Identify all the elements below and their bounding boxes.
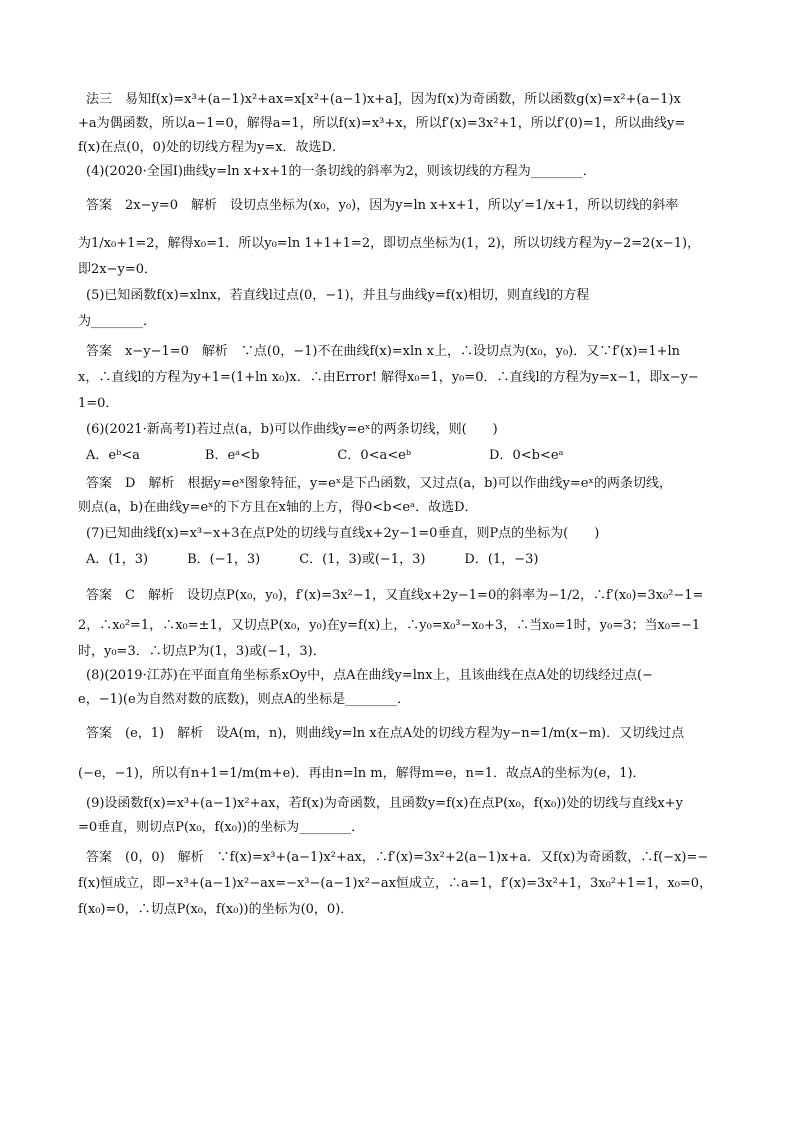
text-line: 法三 易知f(x)=x³+(a−1)x²+ax=x[x²+(a−1)x+a]，因为f(x)为奇函数，所以函数g(x)=x²+(a−1)x <box>86 92 681 107</box>
text-line: 为1/x₀+1=2，解得x₀=1．所以y₀=ln 1+1+1=2，即切点坐标为(1，2)，所以切线方程为y−2=2(x−1)， <box>78 236 701 251</box>
text-line: A．eᵇ<a B．eᵃ<b C．0<a<eᵇ D．0<b<eᵃ <box>86 448 564 463</box>
text-line: 2，∴x₀²=1，∴x₀=±1，又切点P(x₀，y₀)在y=f(x)上，∴y₀=x₀³−x₀+3，∴当x₀=1时，y₀=3；当x₀=−1 <box>78 618 701 633</box>
text-line: 答案 (e，1) 解析 设A(m，n)，则曲线y=ln x在点A处的切线方程为y−n=1/m(x−m)．又切线过点 <box>86 726 685 741</box>
text-line: e，−1)(e为自然对数的底数)，则点A的坐标是________． <box>78 692 411 707</box>
text-line: 则点(a，b)在曲线y=eˣ的下方且在x轴的上方，得0<b<eᵃ．故选D． <box>78 500 478 515</box>
text-line: 答案 C 解析 设切点P(x₀，y₀)，f′(x)=3x²−1，又直线x+2y−1=0的斜率为−1/2，∴f′(x₀)=3x₀²−1= <box>86 588 704 603</box>
text-line: f(x₀)=0，∴切点P(x₀，f(x₀))的坐标为(0，0)． <box>78 902 354 917</box>
text-line: 答案 D 解析 根据y=eˣ图象特征，y=eˣ是下凸函数，又过点(a，b)可以作曲线y=eˣ的两条切线， <box>86 476 672 491</box>
text-line: 1=0． <box>78 396 119 411</box>
text-line: x，∴直线l的方程为y+1=(1+ln x₀)x．∴由Error! 解得x₀=1，y₀=0．∴直线l的方程为y=x−1，即x−y− <box>78 370 699 385</box>
text-line: f(x)在点(0，0)处的切线方程为y=x．故选D． <box>78 140 345 155</box>
text-line: 时，y₀=3．∴切点P为(1，3)或(−1，3)． <box>78 644 326 659</box>
text-line: (6)(2021·新高考Ⅰ)若过点(a，b)可以作曲线y=eˣ的两条切线，则( ) <box>86 422 498 437</box>
text-line: 答案 2x−y=0 解析 设切点坐标为(x₀，y₀)，因为y=ln x+x+1，所以y′=1/x+1，所以切线的斜率 <box>86 198 679 213</box>
text-line: f(x)恒成立，即−x³+(a−1)x²−ax=−x³−(a−1)x²−ax恒成立，∴a=1，f′(x)=3x²+1，3x₀²+1=1，x₀=0， <box>78 876 713 891</box>
text-line: (4)(2020·全国Ⅰ)曲线y=ln x+x+1的一条切线的斜率为2，则该切线的方程为________． <box>86 164 596 179</box>
text-line: (8)(2019·江苏)在平面直角坐标系xOy中，点A在曲线y=lnx上，且该曲线在点A处的切线经过点(− <box>86 668 653 683</box>
text-line: +a为偶函数，所以a−1=0，解得a=1，所以f(x)=x³+x，所以f′(x)=3x²+1，所以f′(0)=1，所以曲线y= <box>78 116 686 131</box>
text-line: (7)已知曲线f(x)=x³−x+3在点P处的切线与直线x+2y−1=0垂直，则P点的坐标为( ) <box>86 526 600 541</box>
text-line: 即2x−y=0． <box>78 262 158 277</box>
text-line: 为________． <box>78 314 157 329</box>
text-line: (−e，−1)，所以有n+1=1/m(m+e)．再由n=ln m，解得m=e，n=1．故点A的坐标为(e，1)． <box>78 766 646 781</box>
text-line: (5)已知函数f(x)=xlnx，若直线l过点(0，−1)，并且与曲线y=f(x)相切，则直线l的方程 <box>86 288 590 303</box>
text-line: 答案 x−y−1=0 解析 ∵点(0，−1)不在曲线f(x)=xln x上，∴设切点为(x₀，y₀)．又∵f′(x)=1+ln <box>86 344 681 359</box>
text-line: A．(1，3) B．(−1，3) C．(1，3)或(−1，3) D．(1，−3) <box>86 552 539 567</box>
text-line: =0垂直，则切点P(x₀，f(x₀))的坐标为________． <box>78 820 365 835</box>
text-line: (9)设函数f(x)=x³+(a−1)x²+ax，若f(x)为奇函数，且函数y=f(x)在点P(x₀，f(x₀))处的切线与直线x+y <box>86 796 683 811</box>
text-line: 答案 (0，0) 解析 ∵f(x)=x³+(a−1)x²+ax，∴f′(x)=3x²+2(a−1)x+a．又f(x)为奇函数，∴f(−x)=− <box>86 850 709 865</box>
